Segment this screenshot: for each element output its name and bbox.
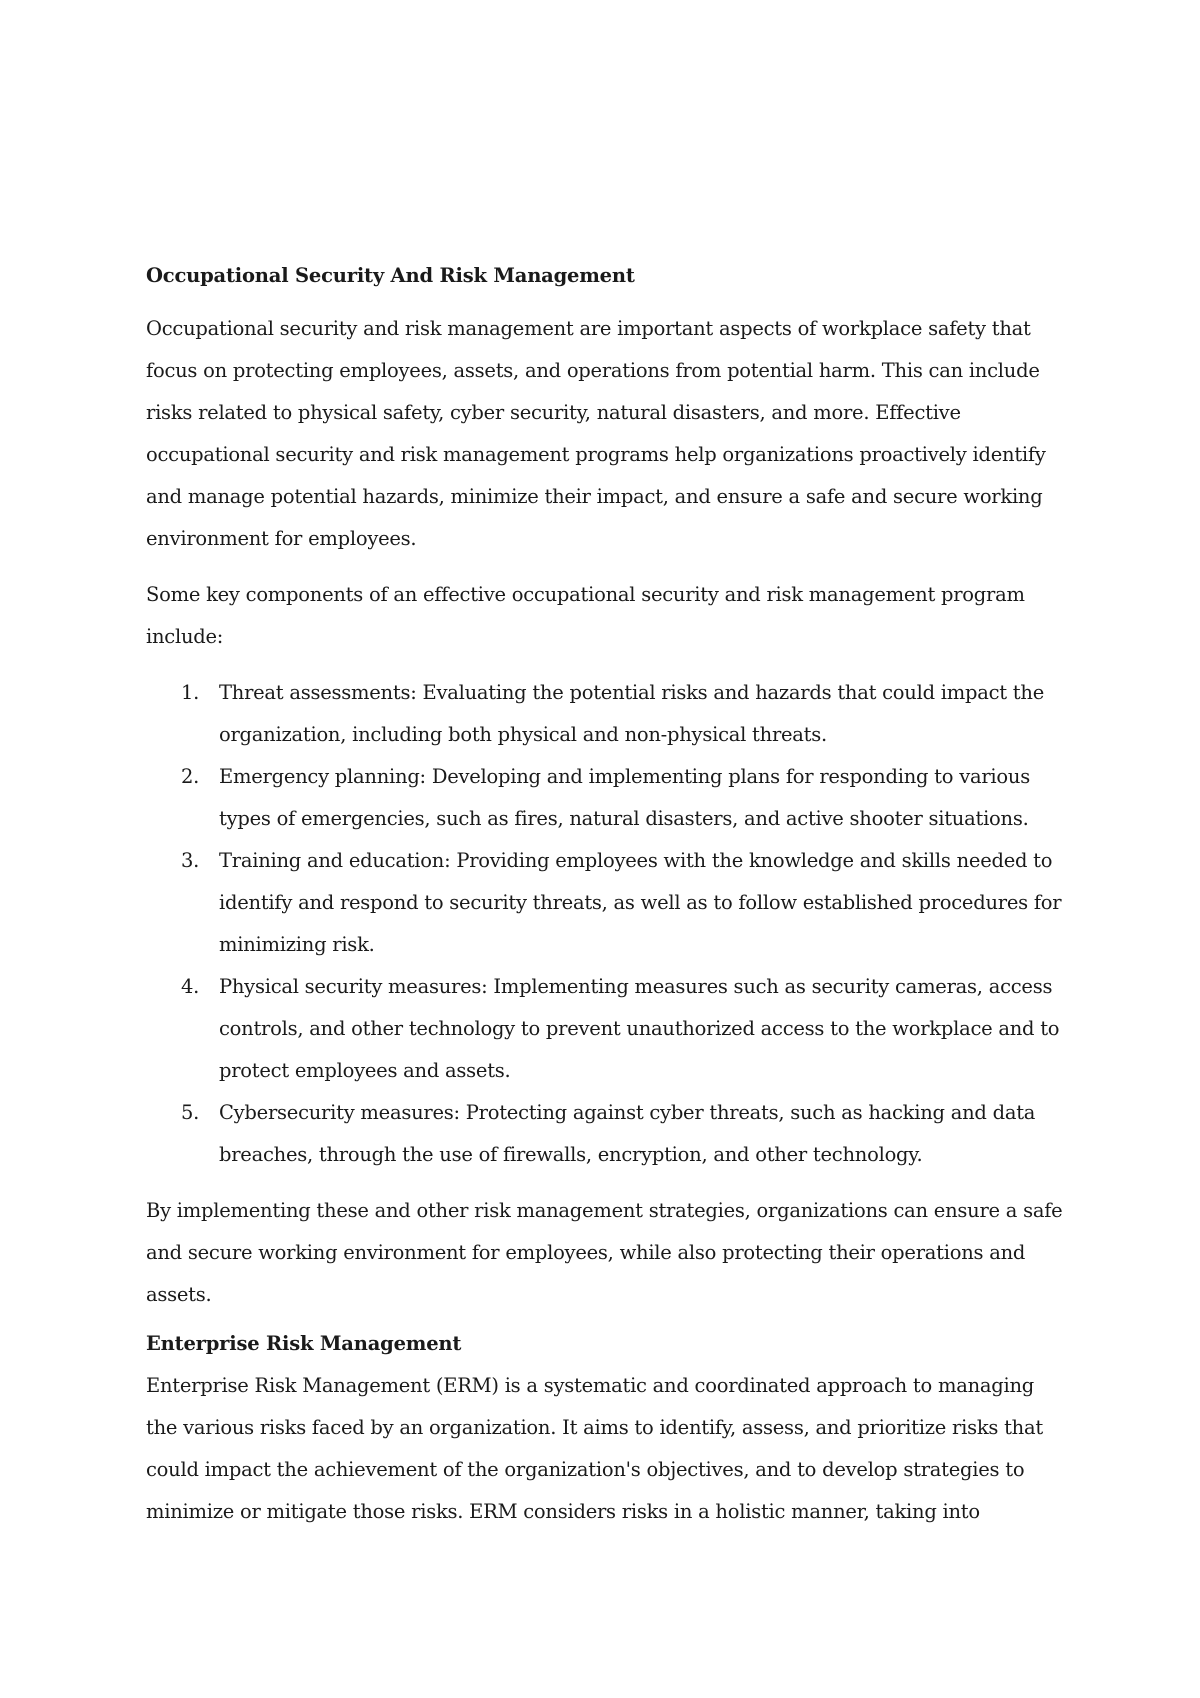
section-paragraph: Enterprise Risk Management (ERM) is a systematic and coordinated approach to managing the various risks faced by an organization. It aims to identify, assess, and prioritize risks that could impact the achievement of the organization's objectives, and to develop strategies to minimize or mitigate those risks. ERM considers risks in a holistic manner, taking into [146, 1374, 1043, 1523]
list-item-text: Physical security measures: Implementing measures such as security cameras, access controls, and other technology to prevent unauthorized access to the workplace and to protect employees and assets. [219, 975, 1060, 1082]
list-item-text: Threat assessments: Evaluating the potential risks and hazards that could impact the organization, including both physical and non-physical threats. [219, 681, 1044, 746]
list-item-text: Training and education: Providing employees with the knowledge and skills needed to identify and respond to security threats, as well as to follow established procedures for minimizing risk. [219, 849, 1062, 956]
closing-paragraph: By implementing these and other risk management strategies, organizations can ensure a safe and secure working environment for employees, while also protecting their operations and assets. [146, 1199, 1063, 1306]
list-item [146, 672, 1071, 756]
section-title: Enterprise Risk Management [146, 1332, 462, 1355]
list-item-number: 4. [181, 975, 200, 998]
components-intro-paragraph: Some key components of an effective occupational security and risk management program include: [146, 583, 1025, 648]
list-item-number: 1. [181, 681, 200, 704]
document-title: Occupational Security And Risk Management [146, 264, 635, 287]
list-item-number: 3. [181, 849, 200, 872]
document-content [146, 262, 1071, 1547]
list-item-text: Cybersecurity measures: Protecting against cyber threats, such as hacking and data breaches, through the use of firewalls, encryption, and other technology. [219, 1101, 1036, 1166]
list-item [146, 756, 1071, 840]
intro-paragraph: Occupational security and risk management are important aspects of workplace safety that focus on protecting employees, assets, and operations from potential harm. This can include risks related to physical safety, cyber security, natural disasters, and more. Effective occupational security and risk management programs help organizations proactively identify and manage potential hazards, minimize their impact, and ensure a safe and secure working environment for employees. [146, 317, 1046, 550]
list-item-number: 2. [181, 765, 200, 788]
components-list [146, 672, 1071, 1176]
list-item [146, 840, 1071, 966]
list-item-number: 5. [181, 1101, 200, 1124]
list-item-text: Emergency planning: Developing and implementing plans for responding to various types of emergencies, such as fires, natural disasters, and active shooter situations. [219, 765, 1030, 830]
list-item [146, 966, 1071, 1092]
list-item [146, 1092, 1071, 1176]
